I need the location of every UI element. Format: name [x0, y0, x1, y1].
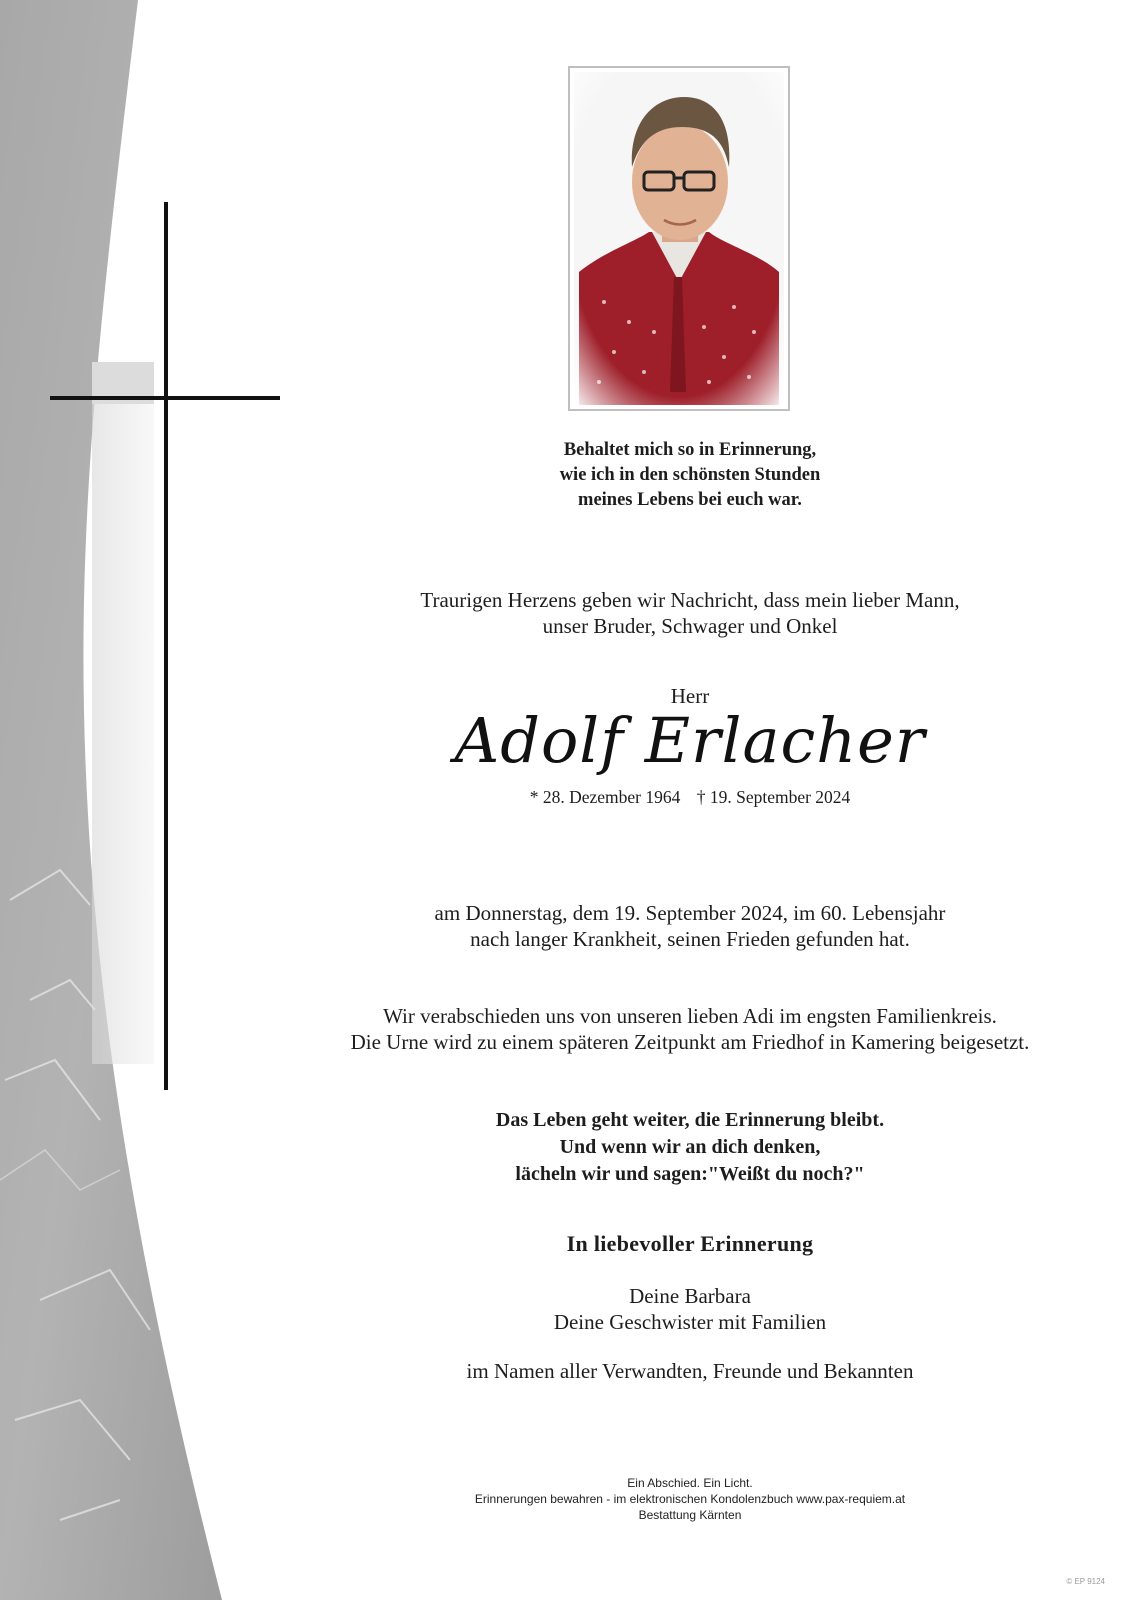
salutation: Herr: [670, 684, 710, 708]
poem-line: lächeln wir und sagen:"Weißt du noch?": [515, 1163, 865, 1185]
mourners-list: [300, 1283, 1080, 1335]
farewell-notice: [300, 1003, 1080, 1055]
death-date: † 19. September 2024: [696, 787, 851, 807]
birth-date: * 28. Dezember 1964: [529, 787, 681, 807]
poem-line: Und wenn wir an dich denken,: [559, 1136, 821, 1158]
portrait-photo: [568, 66, 790, 411]
quote-line: meines Lebens bei euch war.: [578, 490, 802, 510]
memory-heading: In liebevoller Erinnerung: [566, 1231, 814, 1256]
closing-poem: [300, 1107, 1080, 1188]
farewell-line: Wir verabschieden uns von unseren lieben Adi im engsten Familienkreis.: [383, 1004, 997, 1028]
poem-line: Das Leben geht weiter, die Erinnerung bleibt.: [495, 1109, 885, 1131]
cross-icon-beam: [50, 396, 280, 400]
footer: [440, 1475, 940, 1523]
intro-line: unser Bruder, Schwager und Onkel: [542, 614, 838, 638]
mourner: Deine Barbara: [629, 1284, 751, 1308]
relatives-line: im Namen aller Verwandten, Freunde und Bekannten: [466, 1359, 914, 1383]
quote-line: wie ich in den schönsten Stunden: [559, 465, 821, 485]
memorial-quote: [300, 438, 1080, 513]
marble-border-decoration: [0, 0, 240, 1600]
death-notice: [300, 900, 1080, 952]
cross-icon: [164, 202, 168, 1090]
footer-line: Ein Abschied. Ein Licht.: [627, 1476, 753, 1490]
mourner: Deine Geschwister mit Familien: [553, 1310, 827, 1334]
intro-line: Traurigen Herzens geben wir Nachricht, dass mein lieber Mann,: [420, 588, 960, 612]
footer-line: Erinnerungen bewahren - im elektronischen Kondolenzbuch www.pax-requiem.at: [474, 1492, 906, 1506]
announcement-intro: [300, 587, 1080, 639]
death-line: nach langer Krankheit, seinen Frieden gefunden hat.: [470, 927, 910, 951]
farewell-line: Die Urne wird zu einem späteren Zeitpunkt am Friedhof in Kamering beigesetzt.: [350, 1030, 1030, 1054]
footer-line: Bestattung Kärnten: [638, 1508, 742, 1522]
print-code: © EP 9124: [1066, 1577, 1105, 1586]
life-dates: [300, 787, 1080, 808]
deceased-name: Adolf Erlacher: [454, 704, 926, 777]
death-line: am Donnerstag, dem 19. September 2024, im 60. Lebensjahr: [434, 901, 946, 925]
quote-line: Behaltet mich so in Erinnerung,: [563, 440, 817, 460]
